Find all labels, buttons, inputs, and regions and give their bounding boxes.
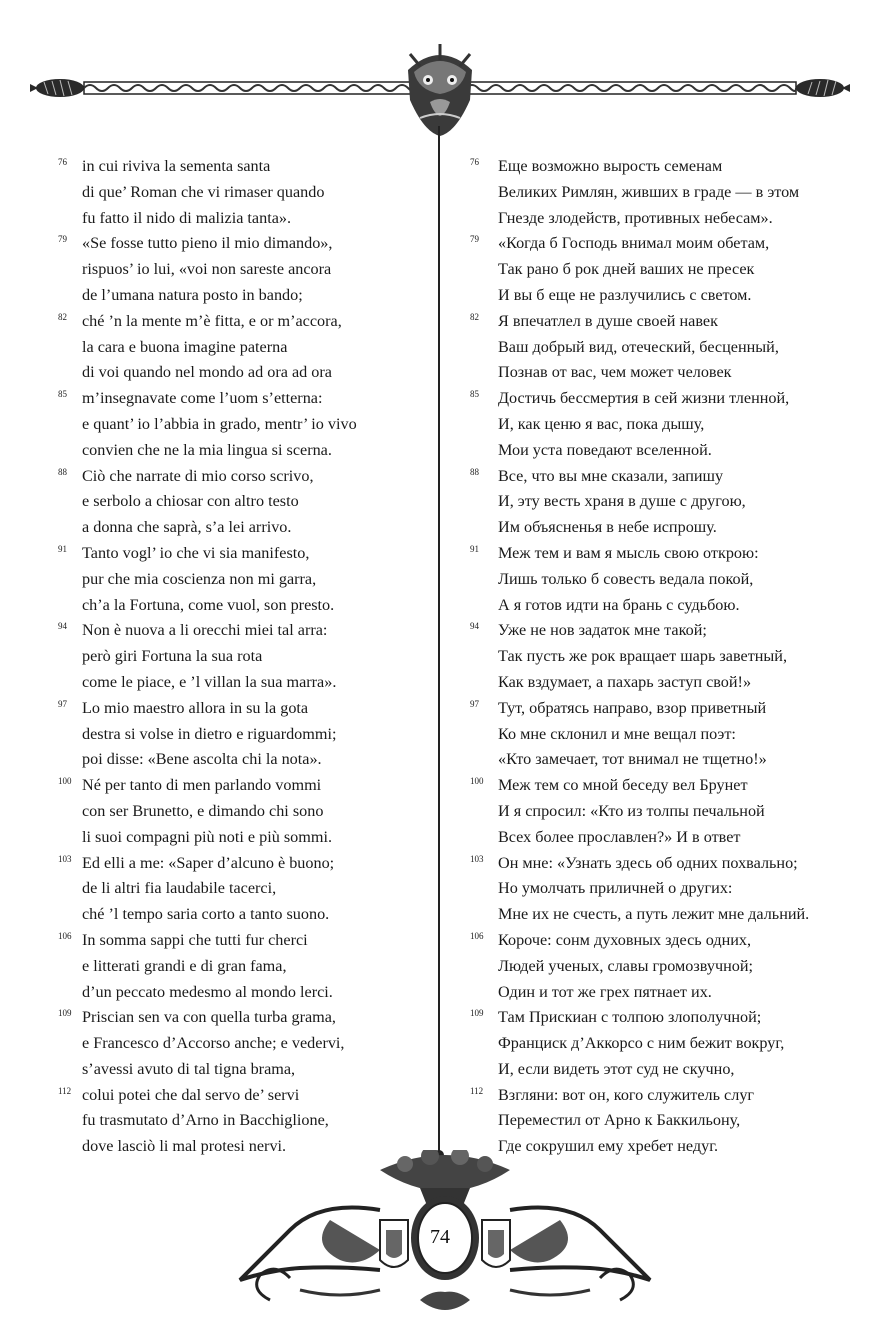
verse-line: convien che ne la mia lingua si scerna. — [82, 440, 332, 459]
verse-line: Ваш добрый вид, отеческий, бесценный, — [498, 337, 779, 356]
verse-line: Меж тем со мной беседу вел Брунет — [498, 776, 748, 795]
stanza — [58, 928, 428, 1005]
verse-number: 106 — [58, 930, 72, 941]
column-divider — [438, 126, 440, 1156]
russian-column — [470, 154, 850, 1160]
top-ornament — [0, 40, 880, 140]
verse-line: Переместил от Арно к Баккильону, — [498, 1111, 741, 1130]
verse-number: 94 — [58, 621, 67, 632]
verse-number: 109 — [470, 1008, 484, 1019]
verse-line: Гнезде злодейств, противных небесам». — [498, 208, 773, 227]
verse-line: colui potei che dal servo de’ servi — [82, 1085, 300, 1104]
verse-number: 103 — [58, 853, 72, 864]
verse-line: ch’a la Fortuna, come vuol, son presto. — [82, 595, 335, 614]
verse-line: Им объясненья в небе испрошу. — [498, 518, 717, 537]
verse-number: 76 — [58, 157, 67, 167]
verse-number: 85 — [470, 389, 479, 400]
stanza — [470, 541, 850, 618]
verse-line: dove lasciò li mal protesi nervi. — [82, 1137, 287, 1156]
verse-line: poi disse: «Bene ascolta chi la nota». — [82, 750, 322, 769]
verse-line: in cui riviva la sementa santa — [82, 157, 271, 175]
verse-number: 100 — [470, 776, 484, 787]
verse-line: «Se fosse tutto pieno il mio dimando», — [82, 234, 333, 253]
verse-line: Как вздумает, а пахарь заступ свой!» — [498, 672, 752, 691]
verse-number: 91 — [58, 543, 67, 554]
stanza — [470, 696, 850, 773]
verse-line: Всех более прославлен?» И в ответ — [498, 827, 741, 846]
verse-line: fu fatto il nido di malizia tanta». — [82, 208, 292, 227]
right-finial-icon — [796, 79, 850, 97]
verse-line: e litterati grandi e di gran fama, — [82, 956, 287, 975]
stanza — [58, 154, 428, 231]
verse-line: Ciò che narrate di mio corso scrivo, — [82, 466, 314, 485]
verse-line: ché ’l tempo saria corto a tanto suono. — [82, 905, 330, 924]
stanza — [470, 1005, 850, 1082]
verse-line: Я впечатлел в душе своей навек — [498, 311, 718, 330]
ornament-rod-left — [84, 82, 414, 94]
verse-line: però giri Fortuna la sua rota — [82, 647, 263, 666]
right-scroll-icon — [510, 1208, 650, 1301]
verse-line: Где сокрушил ему хребет недуг. — [498, 1137, 719, 1156]
verse-line: Lo mio maestro allora in su la gota — [82, 698, 309, 717]
verse-line: e serbolo a chiosar con altro testo — [82, 492, 299, 511]
verse-line: di que’ Roman che vi rimaser quando — [82, 182, 325, 201]
verse-line: pur che mia coscienza non mi garra, — [82, 569, 317, 588]
verse-number: 88 — [58, 466, 67, 477]
verse-number: 97 — [58, 698, 67, 709]
verse-line: Там Прискиан с толпою злополучной; — [498, 1008, 762, 1027]
verse-line: Мои уста поведают вселенной. — [498, 440, 712, 459]
verse-number: 112 — [470, 1085, 484, 1096]
stanza — [58, 851, 428, 928]
verse-line: de l’umana natura posto in bando; — [82, 285, 303, 304]
stanza — [58, 231, 428, 308]
verse-line: Né per tanto di men parlando vommi — [82, 776, 322, 795]
verse-line: Он мне: «Узнать здесь об одних похвально; — [498, 853, 798, 872]
stanza — [58, 386, 428, 463]
verse-number: 82 — [470, 311, 479, 322]
verse-line: Познав от вас, чем может человек — [498, 363, 732, 382]
stanza — [58, 464, 428, 541]
verse-line: А я готов идти на брань с судьбою. — [498, 595, 740, 614]
verse-number: 112 — [58, 1085, 72, 1096]
verse-line: m’insegnavate come l’uom s’etterna: — [82, 389, 323, 408]
verse-line: rispuos’ io lui, «voi non sareste ancora — [82, 260, 332, 279]
verse-line: Tanto vogl’ io che vi sia manifesto, — [82, 543, 310, 562]
ornament-rod-right — [466, 82, 796, 94]
verse-line: ché ’n la mente m’è fitta, e or m’accora, — [82, 311, 342, 330]
verse-line: Ко мне склонил и мне вещал поэт: — [498, 724, 736, 743]
stanza — [58, 309, 428, 386]
verse-line: fu trasmutato d’Arno in Bacchiglione, — [82, 1111, 329, 1130]
stanza — [470, 773, 850, 850]
verse-line: «Когда б Господь внимал моим обетам, — [498, 234, 770, 253]
left-scroll-icon — [240, 1208, 380, 1301]
verse-line: Взгляни: вот он, кого служитель слуг — [498, 1085, 755, 1104]
verse-line: In somma sappi che tutti fur cherci — [82, 930, 308, 949]
italian-column — [58, 154, 428, 1160]
verse-line: Уже не нов задаток мне такой; — [498, 621, 707, 640]
verse-line: Мне их не счесть, а путь лежит мне дальний. — [498, 905, 810, 924]
verse-number: 79 — [470, 234, 479, 245]
stanza — [58, 1083, 428, 1160]
verse-line: Достичь бессмертия в сей жизни тленной, — [498, 389, 790, 408]
verse-number: 91 — [470, 543, 479, 554]
verse-number: 109 — [58, 1008, 72, 1019]
verse-line: Меж тем и вам я мысль свою открою: — [498, 543, 759, 562]
verse-line: И я спросил: «Кто из толпы печальной — [498, 801, 765, 820]
verse-line: «Кто замечает, тот внимал не тщетно!» — [498, 750, 767, 769]
verse-line: И вы б еще не разлучились с светом. — [498, 285, 752, 304]
verse-number: 106 — [470, 930, 484, 941]
stanza — [58, 541, 428, 618]
verse-line: Лишь только б совесть ведала покой, — [498, 569, 754, 588]
stanza — [470, 851, 850, 928]
verse-number: 88 — [470, 466, 479, 477]
left-finial-icon — [30, 79, 84, 97]
verse-line: de li altri fia laudabile tacerci, — [82, 879, 277, 898]
verse-line: di voi quando nel mondo ad ora ad ora — [82, 363, 332, 382]
verse-number: 85 — [58, 389, 67, 400]
verse-line: Короче: сонм духовных здесь одних, — [498, 930, 752, 949]
verse-line: Ed elli a me: «Saper d’alcuno è buono; — [82, 853, 335, 872]
verse-line: И, как ценю я вас, пока дышу, — [498, 414, 705, 433]
verse-number: 97 — [470, 698, 479, 709]
verse-line: Тут, обратясь направо, взор приветный — [498, 698, 767, 717]
stanza — [470, 309, 850, 386]
verse-line: Еще возможно вырость семенам — [498, 157, 723, 175]
verse-number: 94 — [470, 621, 479, 632]
verse-line: Но умолчать приличней о других: — [498, 879, 733, 898]
stanza — [58, 696, 428, 773]
stanza — [470, 154, 850, 231]
stanza — [470, 928, 850, 1005]
page-number-medallion — [411, 1196, 479, 1310]
verse-line: a donna che saprà, s’a lei arrivo. — [82, 518, 292, 537]
shield-icon — [380, 1220, 408, 1267]
verse-line: И, эту весть храня в душе с другою, — [498, 492, 746, 511]
verse-line: Один и тот же грех пятнает их. — [498, 982, 712, 1001]
verse-line: la cara e buona imagine paterna — [82, 337, 288, 356]
verse-line: Non è nuova a li orecchi miei tal arra: — [82, 621, 328, 640]
verse-line: li suoi compagni più noti e più sommi. — [82, 827, 332, 846]
stanza — [470, 1083, 850, 1160]
verse-line: e Francesco d’Accorso anche; e vedervi, — [82, 1034, 345, 1053]
verse-line: Людей ученых, славы громозвучной; — [498, 956, 754, 975]
verse-line: Великих Римлян, живших в граде — в этом — [498, 182, 800, 201]
verse-line: d’un peccato medesmo al mondo lerci. — [82, 982, 333, 1001]
verse-line: Все, что вы мне сказали, запишу — [498, 466, 724, 485]
verse-number: 76 — [470, 157, 479, 167]
shield-icon — [482, 1220, 510, 1267]
verse-number: 103 — [470, 853, 484, 864]
verse-line: con ser Brunetto, e dimando chi sono — [82, 801, 324, 820]
verse-number: 79 — [58, 234, 67, 245]
page-number: 74 — [430, 1226, 450, 1248]
verse-line: Priscian sen va con quella turba grama, — [82, 1008, 336, 1027]
stanza — [58, 618, 428, 695]
stanza — [470, 231, 850, 308]
verse-number: 82 — [58, 311, 67, 322]
verse-line: Так пусть же рок вращает шарь заветный, — [498, 647, 788, 666]
verse-line: Так рано б рок дней ваших не пресек — [498, 260, 755, 279]
verse-line: s’avessi avuto di tal tigna brama, — [82, 1059, 296, 1078]
verse-line: destra si volse in dietro e riguardommi; — [82, 724, 337, 743]
verse-line: Франциск д’Аккорсо с ним бежит вокруг, — [498, 1034, 785, 1053]
stanza — [470, 386, 850, 463]
verse-line: И, если видеть этот суд не скучно, — [498, 1059, 735, 1078]
verse-number: 100 — [58, 776, 72, 787]
stanza — [58, 773, 428, 850]
stanza — [470, 618, 850, 695]
verse-line: come le piace, e ’l villan la sua marra». — [82, 672, 337, 691]
verse-line: e quant’ io l’abbia in grado, mentr’ io vivo — [82, 414, 357, 433]
stanza — [470, 464, 850, 541]
lion-mask-icon — [408, 44, 472, 136]
stanza — [58, 1005, 428, 1082]
